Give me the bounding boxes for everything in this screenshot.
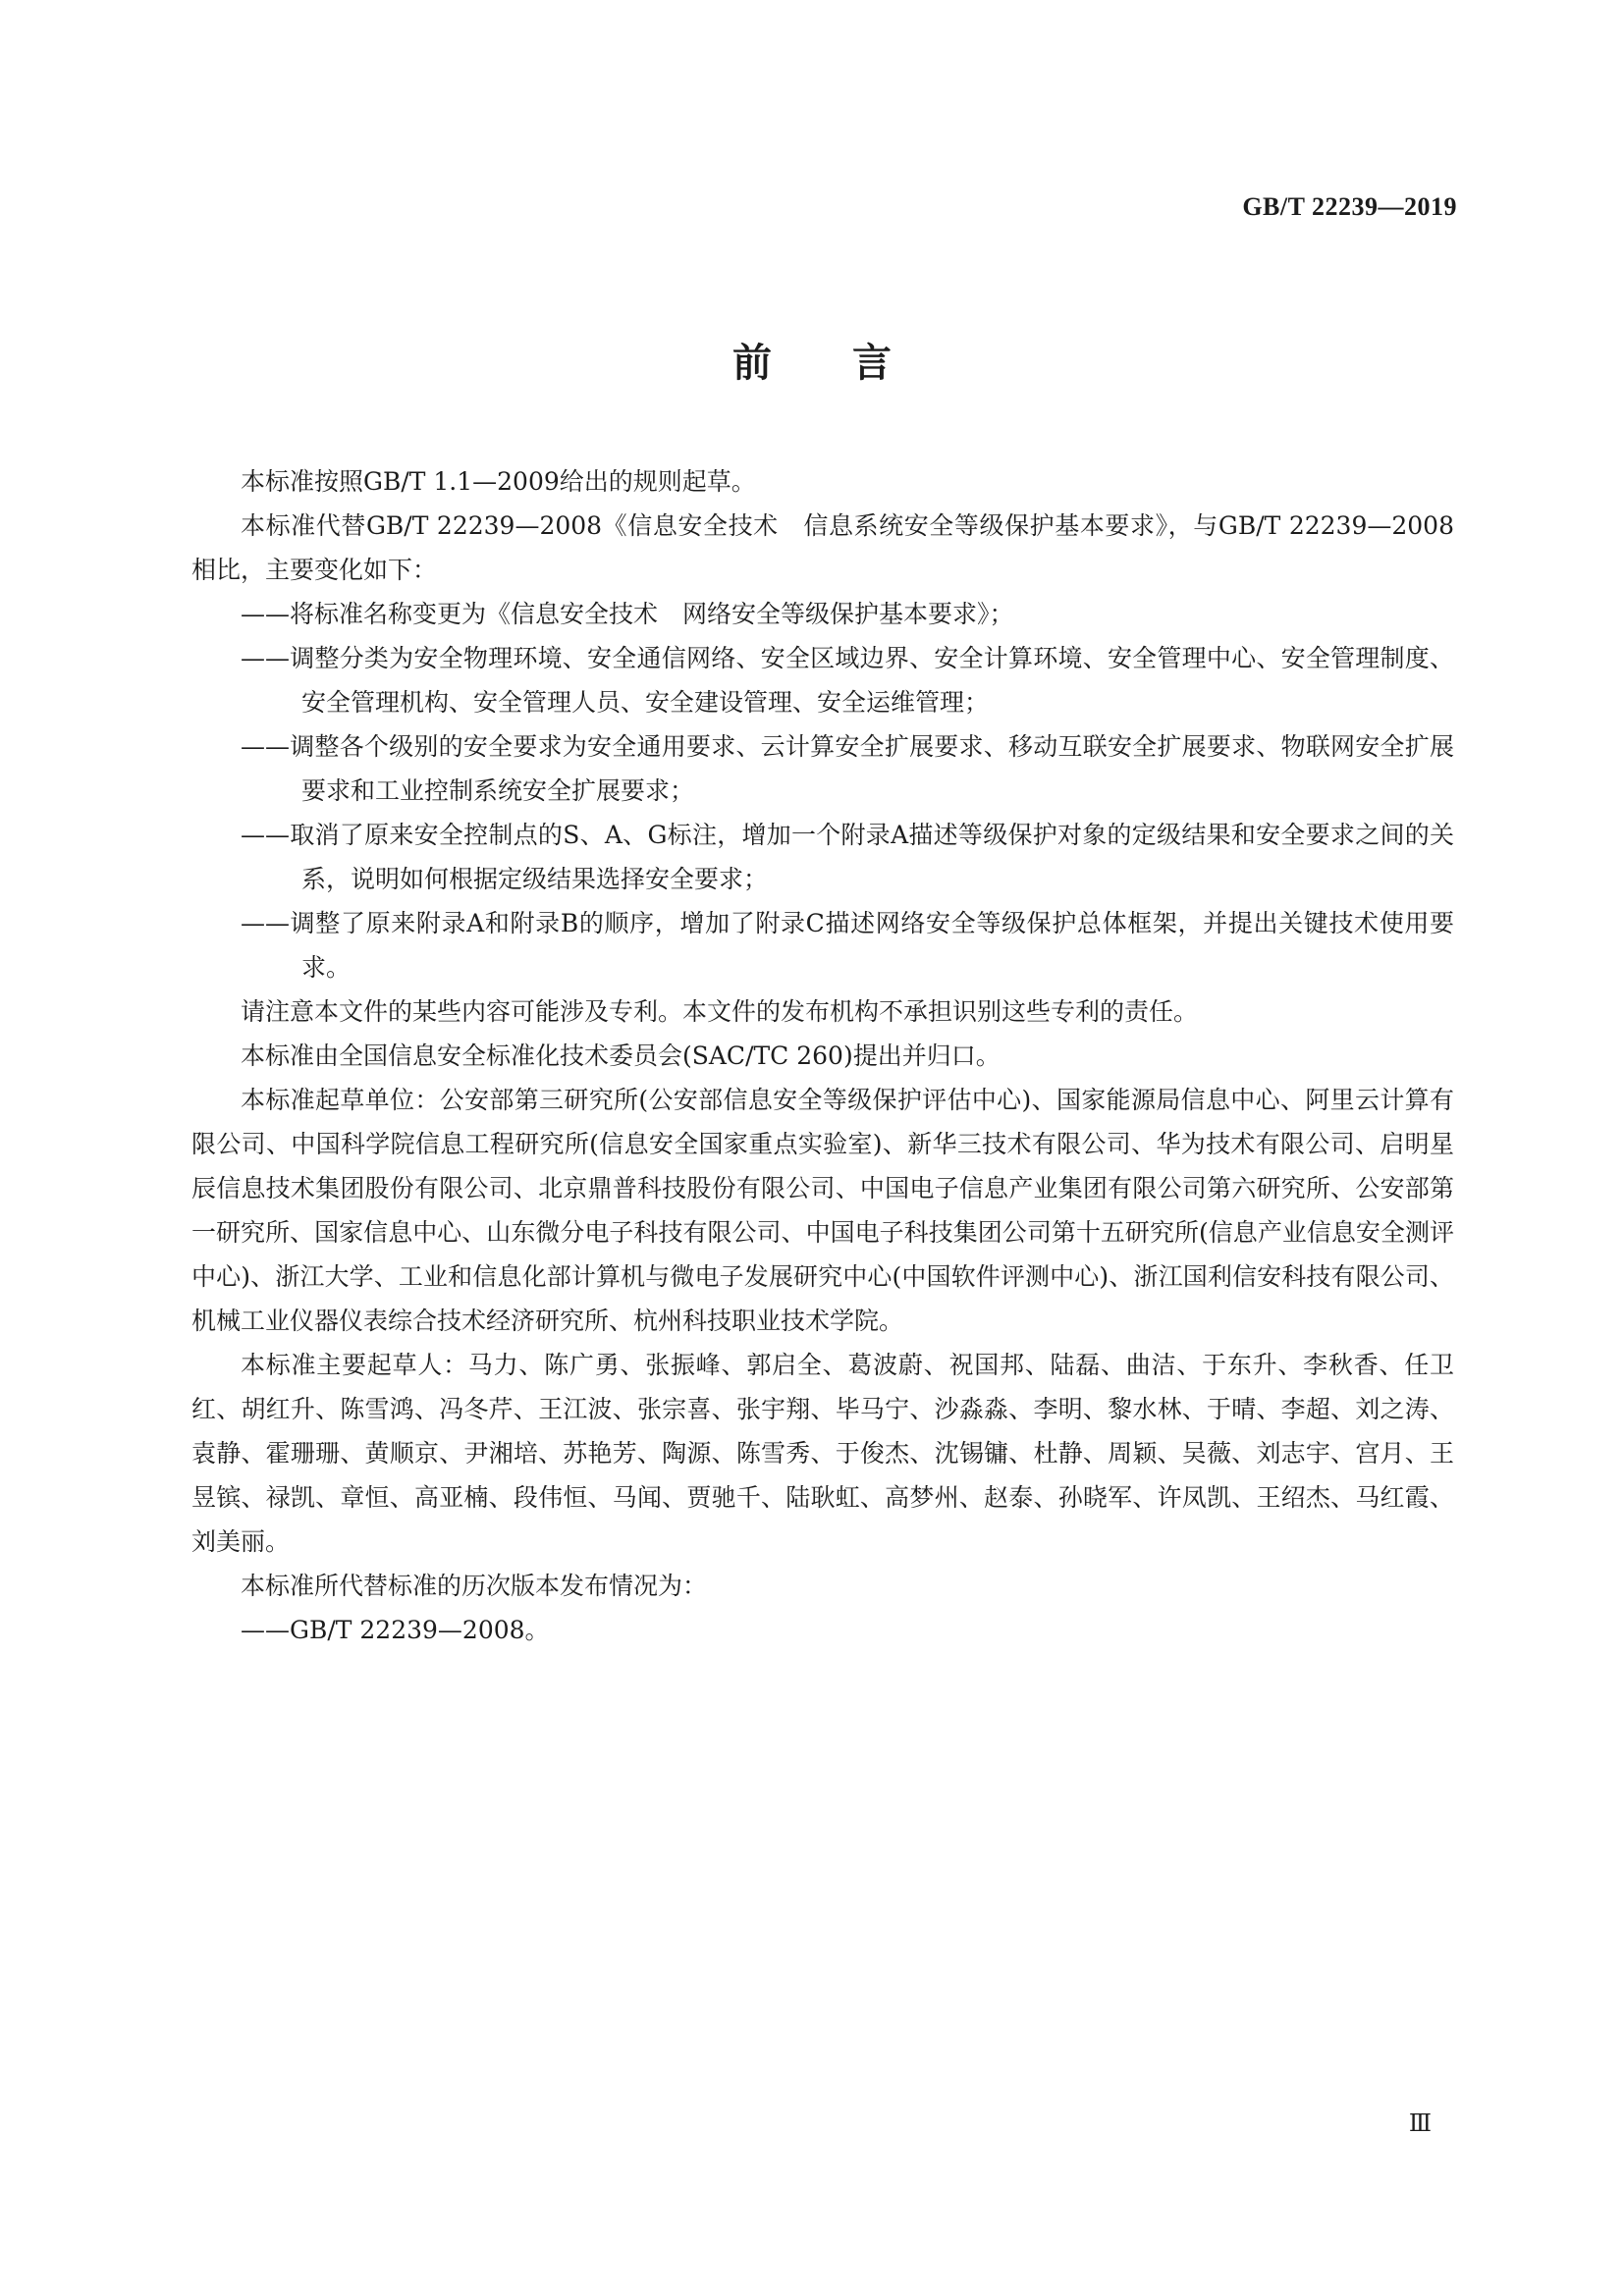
standard-number: GB/T 22239—2019 [1242,192,1457,221]
paragraph-drafters: 本标准主要起草人：马力、陈广勇、张振峰、郭启全、葛波蔚、祝国邦、陆磊、曲洁、于东升、李秋香、任卫红、胡红升、陈雪鸿、冯冬芹、王江波、张宗喜、张宇翔、毕马宁、沙淼淼、李明、黎水林、于晴、李超、刘之涛、袁静、霍珊珊、黄顺京、尹湘培、苏艳芳、陶源、陈雪秀、于俊杰、沈锡镛、杜静、周颖、吴薇、刘志宇、宫月、王昱镔、禄凯、章恒、高亚楠、段伟恒、马闻、贾驰千、陆耿虹、高梦州、赵泰、孙晓军、许凤凯、王绍杰、马红霞、刘美丽。 [191,1351,1454,1556]
change-item: ——调整各个级别的安全要求为安全通用要求、云计算安全扩展要求、移动互联安全扩展要求、物联网安全扩展要求和工业控制系统安全扩展要求； [241,732,1454,805]
paragraph-drafting-units: 本标准起草单位：公安部第三研究所(公安部信息安全等级保护评估中心)、国家能源局信息中心、阿里云计算有限公司、中国科学院信息工程研究所(信息安全国家重点实验室)、新华三技术有限公司、华为技术有限公司、启明星辰信息技术集团股份有限公司、北京鼎普科技股份有限公司、中国电子信息产业集团有限公司第六研究所、公安部第一研究所、国家信息中心、山东微分电子科技有限公司、中国电子科技集团公司第十五研究所(信息产业信息安全测评中心)、浙江大学、工业和信息化部计算机与微电子发展研究中心(中国软件评测中心)、浙江国利信安科技有限公司、机械工业仪器仪表综合技术经济研究所、杭州科技职业技术学院。 [191,1086,1454,1335]
paragraph-drafting-rules: 本标准按照GB/T 1.1—2009给出的规则起草。 [241,467,756,496]
foreword-body [191,459,1454,1652]
change-item: ——取消了原来安全控制点的S、A、G标注，增加一个附录A描述等级保护对象的定级结果和安全要求之间的关系，说明如何根据定级结果选择安全要求； [241,821,1454,893]
page-number: Ⅲ [1408,2109,1432,2137]
history-item: ——GB/T 22239—2008。 [241,1616,550,1644]
paragraph-proposer: 本标准由全国信息安全标准化技术委员会(SAC/TC 260)提出并归口。 [241,1041,1001,1070]
paragraph-patent-notice: 请注意本文件的某些内容可能涉及专利。本文件的发布机构不承担识别这些专利的责任。 [241,997,1199,1026]
paragraph-replacement: 本标准代替GB/T 22239—2008《信息安全技术 信息系统安全等级保护基本要求》，与GB/T 22239—2008相比，主要变化如下： [191,511,1454,584]
paragraph-history-intro: 本标准所代替标准的历次版本发布情况为： [241,1572,708,1600]
change-item: ——调整分类为安全物理环境、安全通信网络、安全区域边界、安全计算环境、安全管理中心、安全管理制度、安全管理机构、安全管理人员、安全建设管理、安全运维管理； [241,644,1454,717]
page-title: 前言 [732,341,972,386]
change-item: ——将标准名称变更为《信息安全技术 网络安全等级保护基本要求》； [241,600,1014,628]
change-item: ——调整了原来附录A和附录B的顺序，增加了附录C描述网络安全等级保护总体框架，并提出关键技术使用要求。 [241,909,1454,982]
